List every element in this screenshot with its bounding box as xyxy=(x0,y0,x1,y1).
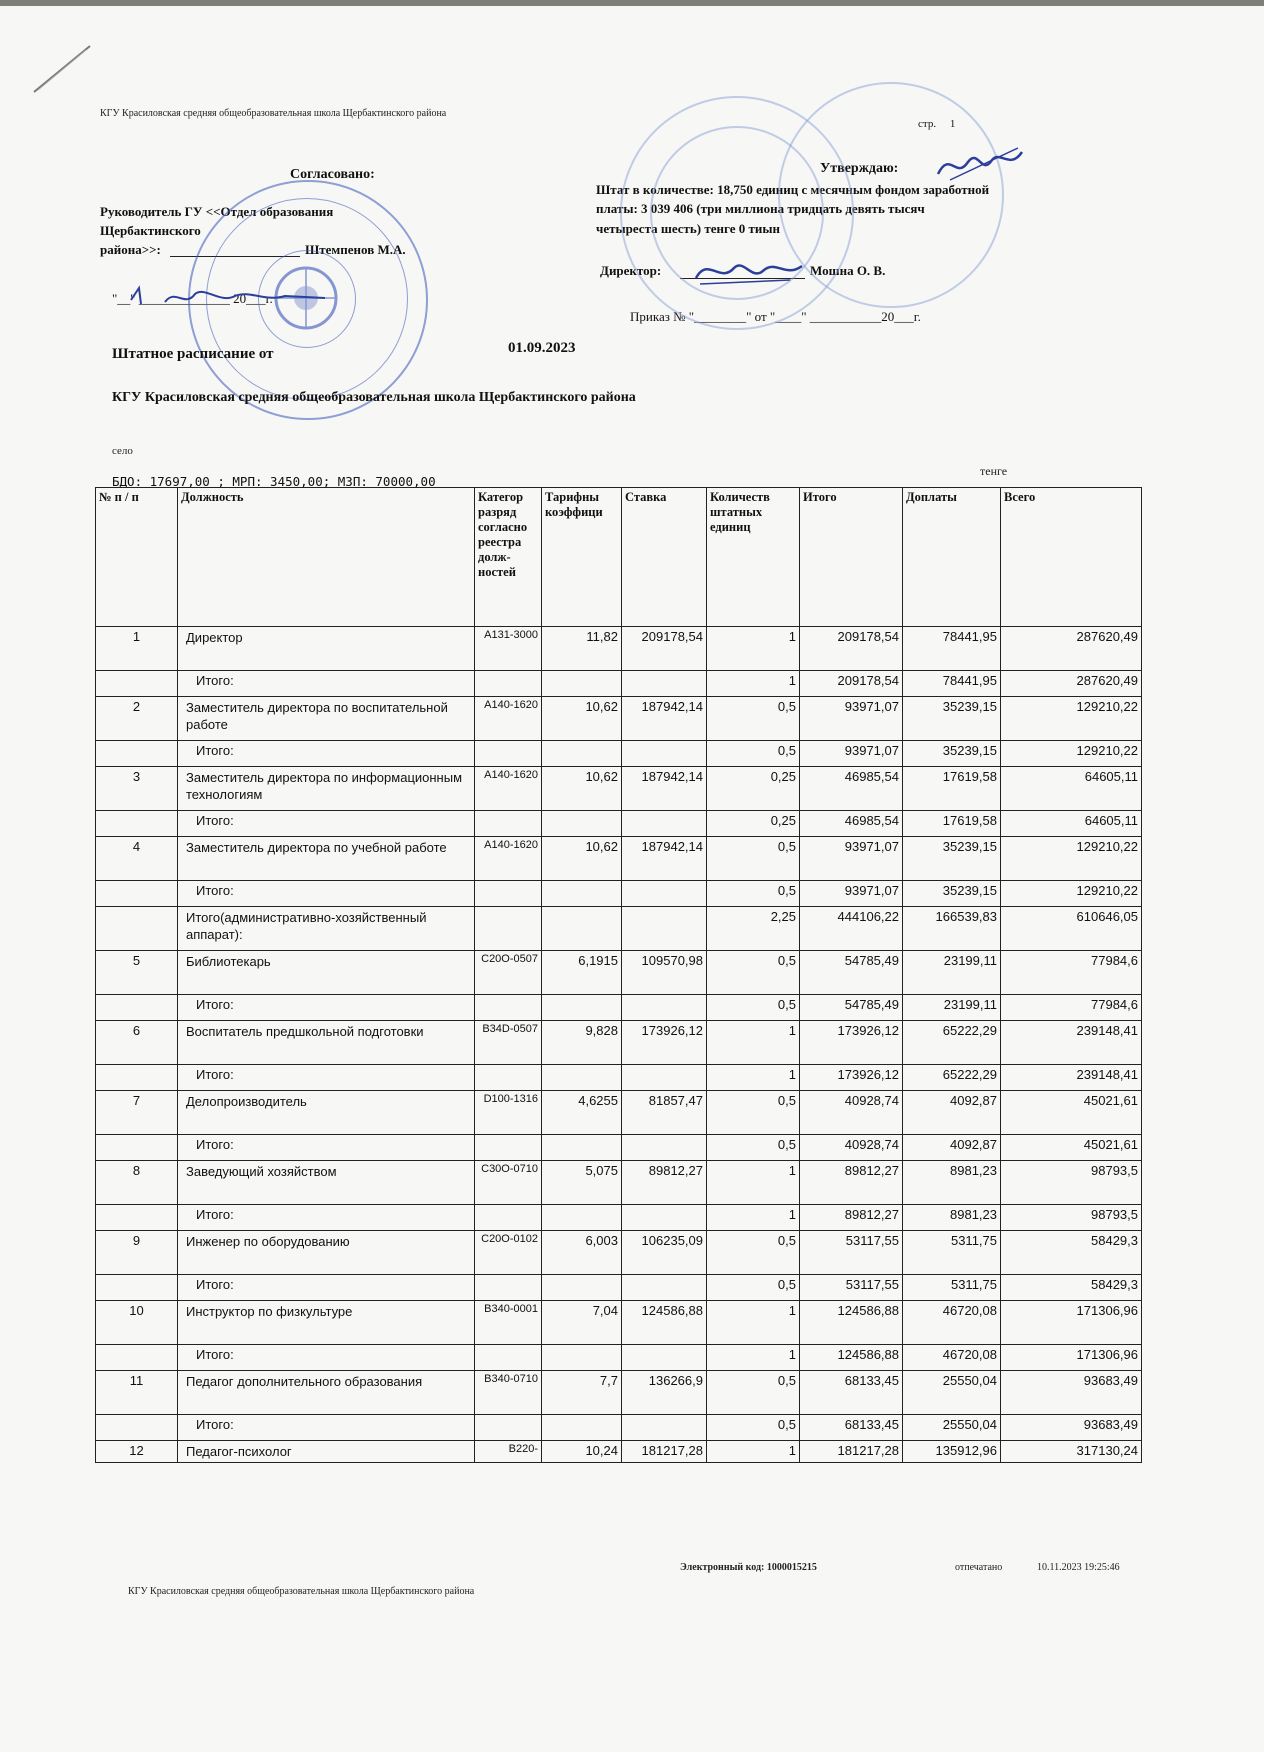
cell-num: 2 xyxy=(96,697,178,741)
cell-total: 181217,28 xyxy=(800,1441,903,1463)
cell-total: 89812,27 xyxy=(800,1205,903,1231)
cell-units: 0,5 xyxy=(707,741,800,767)
staff-text-3: четыреста шесть) тенге 0 тиын xyxy=(596,221,781,236)
cell-tariff: 6,1915 xyxy=(542,951,622,995)
cell-grand: 45021,61 xyxy=(1001,1135,1142,1161)
cell-num xyxy=(96,671,178,697)
table-subtotal-row xyxy=(96,1275,1142,1301)
handwritten-date-mark xyxy=(125,282,355,312)
cell-num xyxy=(96,1345,178,1371)
cell-tariff: 4,6255 xyxy=(542,1091,622,1135)
cell-position: Педагог дополнительного образования xyxy=(178,1371,475,1415)
cell-units: 1 xyxy=(707,1161,800,1205)
cell-position: Итого(административно-хозяйственный аппарат): xyxy=(178,907,475,951)
agreed-line-3: района>>: xyxy=(100,242,161,257)
cell-position: Директор xyxy=(178,627,475,671)
table-subtotal-row xyxy=(96,1135,1142,1161)
cell-units: 0,5 xyxy=(707,1275,800,1301)
cell-category: C20O-0102 xyxy=(475,1231,542,1275)
cell-grand: 317130,24 xyxy=(1001,1441,1142,1463)
cell-units: 1 xyxy=(707,1065,800,1091)
cell-rate: 173926,12 xyxy=(622,1021,707,1065)
cell-total: 68133,45 xyxy=(800,1371,903,1415)
cell-rate xyxy=(622,1415,707,1441)
page-label: стр. 1 xyxy=(918,118,956,130)
cell-units: 0,5 xyxy=(707,951,800,995)
cell-num xyxy=(96,907,178,951)
cell-num xyxy=(96,1205,178,1231)
cell-total: 40928,74 xyxy=(800,1091,903,1135)
params-line: БДО: 17697,00 ; МРП: 3450,00; МЗП: 70000,00 xyxy=(112,474,436,489)
cell-units: 0,5 xyxy=(707,881,800,907)
cell-rate: 89812,27 xyxy=(622,1161,707,1205)
cell-grand: 93683,49 xyxy=(1001,1415,1142,1441)
cell-extras: 8981,23 xyxy=(903,1161,1001,1205)
cell-category: A140-1620 xyxy=(475,767,542,811)
cell-category xyxy=(475,907,542,951)
agreed-title: Согласовано: xyxy=(290,167,375,182)
cell-tariff xyxy=(542,907,622,951)
cell-extras: 35239,15 xyxy=(903,741,1001,767)
table-subtotal-row xyxy=(96,881,1142,907)
cell-category: B340-0710 xyxy=(475,1371,542,1415)
printed-label: отпечатано xyxy=(955,1562,1003,1573)
cell-tariff: 5,075 xyxy=(542,1161,622,1205)
table-subtotal-row xyxy=(96,811,1142,837)
cell-category xyxy=(475,1345,542,1371)
cell-category xyxy=(475,1135,542,1161)
cell-extras: 25550,04 xyxy=(903,1371,1001,1415)
cell-extras: 4092,87 xyxy=(903,1135,1001,1161)
table-row xyxy=(96,627,1142,671)
cell-total: 40928,74 xyxy=(800,1135,903,1161)
col-units: Количеств штатных единиц xyxy=(707,488,800,627)
cell-total: 93971,07 xyxy=(800,741,903,767)
cell-extras: 35239,15 xyxy=(903,837,1001,881)
cell-rate: 124586,88 xyxy=(622,1301,707,1345)
cell-tariff: 11,82 xyxy=(542,627,622,671)
cell-grand: 58429,3 xyxy=(1001,1275,1142,1301)
table-row xyxy=(96,1301,1142,1345)
cell-rate: 209178,54 xyxy=(622,627,707,671)
cell-tariff xyxy=(542,811,622,837)
cell-category xyxy=(475,1415,542,1441)
table-row xyxy=(96,1371,1142,1415)
cell-category: C30O-0710 xyxy=(475,1161,542,1205)
cell-tariff: 10,62 xyxy=(542,767,622,811)
cell-category xyxy=(475,1065,542,1091)
cell-rate xyxy=(622,907,707,951)
cell-category: A140-1620 xyxy=(475,837,542,881)
cell-grand: 239148,41 xyxy=(1001,1065,1142,1091)
cell-units: 0,5 xyxy=(707,995,800,1021)
cell-num xyxy=(96,1275,178,1301)
cell-rate: 106235,09 xyxy=(622,1231,707,1275)
cell-rate: 81857,47 xyxy=(622,1091,707,1135)
org-header: КГУ Красиловская средняя общеобразовательная школа Щербактинского района xyxy=(100,108,447,119)
director-signature-icon xyxy=(690,252,810,292)
cell-position: Инструктор по физкультуре xyxy=(178,1301,475,1345)
cell-num: 12 xyxy=(96,1441,178,1463)
cell-position: Библиотекарь xyxy=(178,951,475,995)
cell-rate: 109570,98 xyxy=(622,951,707,995)
cell-grand: 171306,96 xyxy=(1001,1345,1142,1371)
cell-total: 124586,88 xyxy=(800,1301,903,1345)
table-row xyxy=(96,767,1142,811)
cell-category: A140-1620 xyxy=(475,697,542,741)
cell-tariff xyxy=(542,1205,622,1231)
col-tariff: Тарифны коэффици xyxy=(542,488,622,627)
cell-position: Итого: xyxy=(178,811,475,837)
cell-units: 0,25 xyxy=(707,767,800,811)
cell-units: 1 xyxy=(707,1021,800,1065)
director-name: Мошна О. В. xyxy=(810,263,886,278)
col-extras: Доплаты xyxy=(903,488,1001,627)
col-grand: Всего xyxy=(1001,488,1142,627)
cell-rate xyxy=(622,811,707,837)
footer-org: КГУ Красиловская средняя общеобразовательная школа Щербактинского района xyxy=(128,1586,475,1597)
cell-position: Заместитель директора по информационным технологиям xyxy=(178,767,475,811)
cell-category xyxy=(475,995,542,1021)
cell-position: Итого: xyxy=(178,741,475,767)
cell-extras: 135912,96 xyxy=(903,1441,1001,1463)
locality: село xyxy=(112,445,133,457)
cell-category xyxy=(475,1205,542,1231)
agreed-signer: Штемпенов М.А. xyxy=(305,242,406,257)
cell-extras: 5311,75 xyxy=(903,1231,1001,1275)
cell-num: 1 xyxy=(96,627,178,671)
cell-category: A131-3000 xyxy=(475,627,542,671)
cell-tariff xyxy=(542,1065,622,1091)
table-header-row xyxy=(96,488,1142,627)
cell-units: 2,25 xyxy=(707,907,800,951)
cell-rate xyxy=(622,671,707,697)
cell-tariff: 7,7 xyxy=(542,1371,622,1415)
cell-extras: 23199,11 xyxy=(903,951,1001,995)
cell-tariff: 9,828 xyxy=(542,1021,622,1065)
cell-grand: 129210,22 xyxy=(1001,697,1142,741)
cell-category xyxy=(475,881,542,907)
cell-position: Воспитатель предшкольной подготовки xyxy=(178,1021,475,1065)
cell-units: 0,5 xyxy=(707,1371,800,1415)
cell-extras: 35239,15 xyxy=(903,697,1001,741)
cell-tariff: 7,04 xyxy=(542,1301,622,1345)
printed-at: 10.11.2023 19:25:46 xyxy=(1037,1562,1120,1573)
cell-extras: 35239,15 xyxy=(903,881,1001,907)
cell-units: 0,25 xyxy=(707,811,800,837)
table-row xyxy=(96,837,1142,881)
cell-grand: 239148,41 xyxy=(1001,1021,1142,1065)
cell-total: 46985,54 xyxy=(800,811,903,837)
cell-rate: 187942,14 xyxy=(622,837,707,881)
cell-position: Итого: xyxy=(178,881,475,907)
cell-total: 89812,27 xyxy=(800,1161,903,1205)
cell-category xyxy=(475,741,542,767)
table-row xyxy=(96,1161,1142,1205)
cell-rate xyxy=(622,1205,707,1231)
cell-num xyxy=(96,1135,178,1161)
cell-total: 173926,12 xyxy=(800,1021,903,1065)
page-number: 1 xyxy=(949,118,956,130)
cell-total: 54785,49 xyxy=(800,995,903,1021)
cell-position: Инженер по оборудованию xyxy=(178,1231,475,1275)
cell-position: Итого: xyxy=(178,1345,475,1371)
cell-grand: 287620,49 xyxy=(1001,671,1142,697)
cell-position: Итого: xyxy=(178,1065,475,1091)
cell-extras: 17619,58 xyxy=(903,767,1001,811)
currency-label: тенге xyxy=(980,464,1008,478)
cell-category: B34D-0507 xyxy=(475,1021,542,1065)
cell-tariff: 10,62 xyxy=(542,837,622,881)
cell-rate xyxy=(622,1065,707,1091)
cell-grand: 129210,22 xyxy=(1001,881,1142,907)
cell-tariff xyxy=(542,1345,622,1371)
cell-rate xyxy=(622,741,707,767)
cell-num xyxy=(96,811,178,837)
staff-text-1: Штат в количестве: 18,750 единиц с месячным фондом заработной xyxy=(596,182,990,197)
cell-grand: 129210,22 xyxy=(1001,741,1142,767)
cell-total: 53117,55 xyxy=(800,1275,903,1301)
cell-extras: 17619,58 xyxy=(903,811,1001,837)
cell-grand: 98793,5 xyxy=(1001,1161,1142,1205)
table-row xyxy=(96,697,1142,741)
director-label: Директор: xyxy=(600,263,662,278)
cell-grand: 45021,61 xyxy=(1001,1091,1142,1135)
cell-num xyxy=(96,881,178,907)
cell-tariff: 10,62 xyxy=(542,697,622,741)
cell-num: 5 xyxy=(96,951,178,995)
electronic-code: Электронный код: 1000015215 xyxy=(680,1562,817,1573)
cell-extras: 78441,95 xyxy=(903,627,1001,671)
cell-grand: 129210,22 xyxy=(1001,837,1142,881)
cell-position: Итого: xyxy=(178,1415,475,1441)
cell-category: B220- xyxy=(475,1441,542,1463)
cell-extras: 65222,29 xyxy=(903,1065,1001,1091)
cell-position: Итого: xyxy=(178,1275,475,1301)
col-category: Категор разряд согласно реестра долж-ностей xyxy=(475,488,542,627)
cell-grand: 64605,11 xyxy=(1001,811,1142,837)
table-row xyxy=(96,1091,1142,1135)
col-num: № п / п xyxy=(96,488,178,627)
cell-extras: 46720,08 xyxy=(903,1301,1001,1345)
cell-num xyxy=(96,741,178,767)
table-subtotal-row xyxy=(96,1065,1142,1091)
cell-grand: 58429,3 xyxy=(1001,1231,1142,1275)
agreed-line-2: Щербактинского xyxy=(100,223,201,238)
cell-num xyxy=(96,1065,178,1091)
cell-total: 68133,45 xyxy=(800,1415,903,1441)
cell-grand: 98793,5 xyxy=(1001,1205,1142,1231)
cell-rate xyxy=(622,995,707,1021)
cell-grand: 64605,11 xyxy=(1001,767,1142,811)
agreed-date-line: "__" ______________ 20___г. xyxy=(112,291,273,306)
agreed-line-1: Руководитель ГУ <<Отдел образования xyxy=(100,204,334,219)
cell-total: 93971,07 xyxy=(800,881,903,907)
cell-rate xyxy=(622,1345,707,1371)
approve-title: Утверждаю: xyxy=(820,161,899,176)
scan-edge xyxy=(0,0,1264,6)
cell-units: 1 xyxy=(707,627,800,671)
cell-position: Делопроизводитель xyxy=(178,1091,475,1135)
table-subtotal-row xyxy=(96,1345,1142,1371)
cell-units: 1 xyxy=(707,1441,800,1463)
cell-extras: 23199,11 xyxy=(903,995,1001,1021)
paperclip-mark-icon xyxy=(28,40,98,100)
cell-grand: 287620,49 xyxy=(1001,627,1142,671)
cell-grand: 171306,96 xyxy=(1001,1301,1142,1345)
staff-schedule-table xyxy=(95,487,1142,1463)
cell-position: Заместитель директора по учебной работе xyxy=(178,837,475,881)
cell-total: 124586,88 xyxy=(800,1345,903,1371)
staff-text-2: платы: 3 039 406 (три миллиона тридцать девять тысяч xyxy=(596,201,925,216)
approver-signature-icon xyxy=(930,140,1030,190)
cell-total: 93971,07 xyxy=(800,697,903,741)
cell-units: 0,5 xyxy=(707,837,800,881)
cell-num: 4 xyxy=(96,837,178,881)
cell-total: 209178,54 xyxy=(800,671,903,697)
cell-grand: 610646,05 xyxy=(1001,907,1142,951)
cell-category xyxy=(475,811,542,837)
cell-rate xyxy=(622,881,707,907)
cell-rate: 187942,14 xyxy=(622,767,707,811)
cell-num: 11 xyxy=(96,1371,178,1415)
cell-position: Итого: xyxy=(178,1205,475,1231)
school-name: КГУ Красиловская средняя общеобразовательная школа Щербактинского района xyxy=(112,390,636,405)
cell-grand: 77984,6 xyxy=(1001,951,1142,995)
cell-total: 54785,49 xyxy=(800,951,903,995)
table-subtotal-row xyxy=(96,995,1142,1021)
table-subtotal-row xyxy=(96,671,1142,697)
table-subtotal-row xyxy=(96,1205,1142,1231)
col-rate: Ставка xyxy=(622,488,707,627)
cell-total: 173926,12 xyxy=(800,1065,903,1091)
cell-units: 0,5 xyxy=(707,1415,800,1441)
cell-num: 9 xyxy=(96,1231,178,1275)
cell-total: 93971,07 xyxy=(800,837,903,881)
cell-position: Итого: xyxy=(178,671,475,697)
cell-total: 46985,54 xyxy=(800,767,903,811)
cell-rate xyxy=(622,1135,707,1161)
table-subtotal-row xyxy=(96,907,1142,951)
cell-tariff xyxy=(542,995,622,1021)
table-row xyxy=(96,1441,1142,1463)
cell-num xyxy=(96,995,178,1021)
col-total: Итого xyxy=(800,488,903,627)
table-subtotal-row xyxy=(96,1415,1142,1441)
cell-position: Итого: xyxy=(178,995,475,1021)
cell-extras: 25550,04 xyxy=(903,1415,1001,1441)
cell-extras: 8981,23 xyxy=(903,1205,1001,1231)
table-row xyxy=(96,1021,1142,1065)
col-position: Должность xyxy=(178,488,475,627)
cell-tariff xyxy=(542,1415,622,1441)
table-subtotal-row xyxy=(96,741,1142,767)
cell-tariff xyxy=(542,881,622,907)
cell-category: B340-0001 xyxy=(475,1301,542,1345)
cell-grand: 93683,49 xyxy=(1001,1371,1142,1415)
cell-extras: 65222,29 xyxy=(903,1021,1001,1065)
cell-position: Итого: xyxy=(178,1135,475,1161)
schedule-date: 01.09.2023 xyxy=(508,340,576,356)
cell-extras: 78441,95 xyxy=(903,671,1001,697)
cell-tariff xyxy=(542,671,622,697)
cell-position: Педагог-психолог xyxy=(178,1441,475,1463)
cell-rate: 187942,14 xyxy=(622,697,707,741)
cell-total: 444106,22 xyxy=(800,907,903,951)
cell-units: 1 xyxy=(707,1205,800,1231)
cell-category xyxy=(475,1275,542,1301)
cell-units: 0,5 xyxy=(707,1135,800,1161)
cell-rate: 181217,28 xyxy=(622,1441,707,1463)
table-row xyxy=(96,951,1142,995)
cell-num: 3 xyxy=(96,767,178,811)
cell-num: 8 xyxy=(96,1161,178,1205)
cell-num xyxy=(96,1415,178,1441)
order-line: Приказ № "________" от "____" ___________20___г. xyxy=(630,309,921,324)
cell-category: D100-1316 xyxy=(475,1091,542,1135)
cell-tariff: 6,003 xyxy=(542,1231,622,1275)
cell-tariff xyxy=(542,741,622,767)
schedule-title: Штатное расписание от xyxy=(112,346,274,362)
cell-units: 1 xyxy=(707,1301,800,1345)
cell-num: 6 xyxy=(96,1021,178,1065)
cell-extras: 4092,87 xyxy=(903,1091,1001,1135)
cell-rate: 136266,9 xyxy=(622,1371,707,1415)
cell-num: 7 xyxy=(96,1091,178,1135)
cell-category xyxy=(475,671,542,697)
cell-extras: 5311,75 xyxy=(903,1275,1001,1301)
cell-units: 1 xyxy=(707,671,800,697)
cell-position: Заместитель директора по воспитательной работе xyxy=(178,697,475,741)
cell-units: 0,5 xyxy=(707,697,800,741)
cell-tariff xyxy=(542,1275,622,1301)
cell-category: C20O-0507 xyxy=(475,951,542,995)
cell-units: 0,5 xyxy=(707,1231,800,1275)
cell-units: 1 xyxy=(707,1345,800,1371)
cell-position: Заведующий хозяйством xyxy=(178,1161,475,1205)
cell-tariff xyxy=(542,1135,622,1161)
cell-grand: 77984,6 xyxy=(1001,995,1142,1021)
cell-rate xyxy=(622,1275,707,1301)
cell-extras: 166539,83 xyxy=(903,907,1001,951)
cell-units: 0,5 xyxy=(707,1091,800,1135)
cell-extras: 46720,08 xyxy=(903,1345,1001,1371)
table-row xyxy=(96,1231,1142,1275)
cell-tariff: 10,24 xyxy=(542,1441,622,1463)
cell-total: 53117,55 xyxy=(800,1231,903,1275)
cell-total: 209178,54 xyxy=(800,627,903,671)
cell-num: 10 xyxy=(96,1301,178,1345)
